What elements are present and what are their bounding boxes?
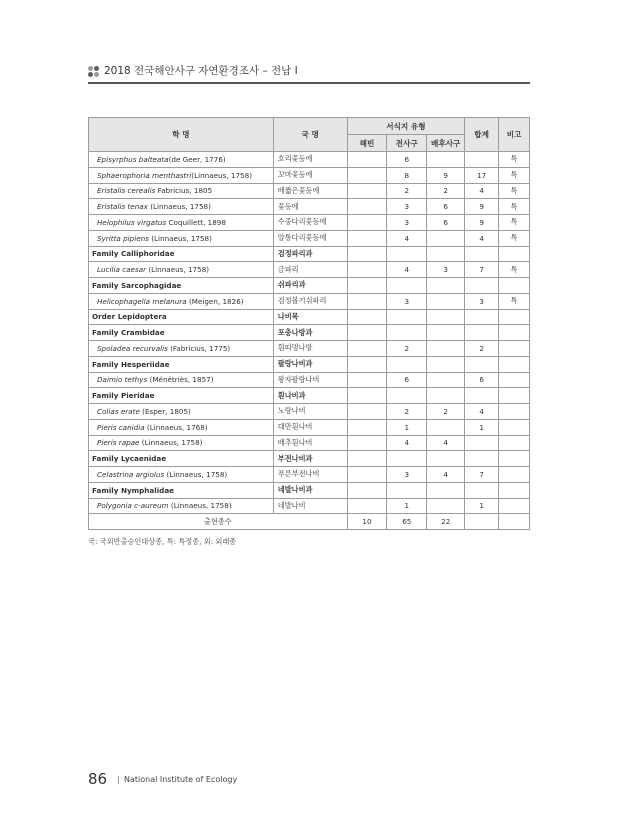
korean-name: 노랑나비 <box>273 404 347 420</box>
note <box>499 404 530 420</box>
note: 특 <box>499 199 530 215</box>
note <box>499 498 530 514</box>
empty-cell <box>427 278 465 294</box>
empty-cell <box>347 356 387 372</box>
taxon-group-korean-name: 포충나방과 <box>273 325 347 341</box>
beach-count <box>347 435 387 451</box>
backdune-count <box>427 293 465 309</box>
empty-cell <box>387 278 427 294</box>
bullet-dots-icon <box>88 66 100 78</box>
foredune-count: 3 <box>387 215 427 231</box>
scientific-name <box>89 183 274 199</box>
note: 특 <box>499 152 530 168</box>
header-note: 비고 <box>499 118 530 152</box>
taxon-group-row <box>89 482 530 498</box>
empty-cell <box>499 356 530 372</box>
korean-name: 왕자팔랑나비 <box>273 372 347 388</box>
foredune-count: 1 <box>387 498 427 514</box>
empty-cell <box>499 514 530 530</box>
species-author: (Linnaeus, 1758) <box>148 233 212 243</box>
species-row <box>89 419 530 435</box>
foredune-count: 4 <box>387 230 427 246</box>
note: 특 <box>499 230 530 246</box>
korean-name: 네발나비 <box>273 498 347 514</box>
beach-count <box>347 215 387 231</box>
species-author: (Meigen, 1826) <box>186 296 244 306</box>
species-author: Coquillett, 1898 <box>166 217 226 227</box>
foredune-count: 3 <box>387 293 427 309</box>
species-epithet: Episyrphus balteata <box>97 154 169 164</box>
korean-name: 금파리 <box>273 262 347 278</box>
taxon-group-row <box>89 278 530 294</box>
total-count <box>465 152 499 168</box>
scientific-name <box>89 467 274 483</box>
foredune-count: 2 <box>387 341 427 357</box>
scientific-name <box>89 215 274 231</box>
page-number: 86 <box>88 770 108 788</box>
beach-count <box>347 183 387 199</box>
korean-name: 검정볼기쉬파리 <box>273 293 347 309</box>
species-row <box>89 293 530 309</box>
species-epithet: Polygonia c-aureum <box>97 501 169 511</box>
total-row-label: 출현종수 <box>89 514 348 530</box>
taxon-group-row <box>89 325 530 341</box>
korean-name: 꽃등에 <box>273 199 347 215</box>
scientific-name <box>89 341 274 357</box>
taxon-group-row <box>89 451 530 467</box>
species-author: (Linnaeus, 1758) <box>191 170 253 180</box>
total-count: 3 <box>465 293 499 309</box>
header-beach: 해빈 <box>347 135 387 152</box>
backdune-count: 6 <box>427 215 465 231</box>
species-epithet: Celastrina argiolus <box>97 469 165 479</box>
header-habitat-type: 서식지 유형 <box>347 118 465 135</box>
species-row <box>89 183 530 199</box>
total-beach: 10 <box>347 514 387 530</box>
taxon-group-name: Family Lycaenidae <box>89 451 274 467</box>
empty-cell <box>347 451 387 467</box>
species-row <box>89 341 530 357</box>
species-author: Fabricius, 1805 <box>155 186 213 196</box>
empty-cell <box>465 325 499 341</box>
backdune-count: 6 <box>427 199 465 215</box>
beach-count <box>347 199 387 215</box>
taxon-group-korean-name: 검정파리과 <box>273 246 347 262</box>
total-row <box>89 514 530 530</box>
backdune-count <box>427 152 465 168</box>
taxon-group-korean-name: 팔랑나비과 <box>273 356 347 372</box>
backdune-count <box>427 230 465 246</box>
total-count <box>465 435 499 451</box>
total-count: 7 <box>465 262 499 278</box>
empty-cell <box>427 246 465 262</box>
beach-count <box>347 293 387 309</box>
taxon-group-korean-name: 네발나비과 <box>273 482 347 498</box>
species-author: (Ménétriès, 1857) <box>147 375 214 385</box>
korean-name: 배추흰나비 <box>273 435 347 451</box>
species-author: (Linnaeus, 1758) <box>168 501 232 511</box>
species-row <box>89 435 530 451</box>
note: 특 <box>499 167 530 183</box>
species-epithet: Syritta pipiens <box>97 233 149 243</box>
empty-cell <box>427 356 465 372</box>
note: 특 <box>499 183 530 199</box>
empty-cell <box>499 451 530 467</box>
species-author: (Linnaeus, 1758) <box>139 438 203 448</box>
header-total: 합계 <box>465 118 499 152</box>
backdune-count: 4 <box>427 435 465 451</box>
species-epithet: Helicophagella melanura <box>97 296 187 306</box>
taxon-group-korean-name: 쉬파리과 <box>273 278 347 294</box>
empty-cell <box>499 482 530 498</box>
note: 특 <box>499 293 530 309</box>
footer-separator: | <box>117 775 120 784</box>
scientific-name <box>89 372 274 388</box>
empty-cell <box>499 278 530 294</box>
taxon-group-name: Order Lepidoptera <box>89 309 274 325</box>
beach-count <box>347 372 387 388</box>
species-epithet: Lucilia caesar <box>97 265 147 275</box>
total-count: 4 <box>465 230 499 246</box>
foredune-count: 6 <box>387 152 427 168</box>
beach-count <box>347 404 387 420</box>
species-epithet: Eristalis tenax <box>97 202 148 212</box>
note: 특 <box>499 215 530 231</box>
korean-name: 배짧은꽃등에 <box>273 183 347 199</box>
scientific-name <box>89 419 274 435</box>
beach-count <box>347 167 387 183</box>
species-row <box>89 372 530 388</box>
foredune-count: 3 <box>387 467 427 483</box>
empty-cell <box>465 514 499 530</box>
scientific-name <box>89 262 274 278</box>
empty-cell <box>347 482 387 498</box>
taxon-group-name: Family Crambidae <box>89 325 274 341</box>
backdune-count <box>427 419 465 435</box>
species-row <box>89 498 530 514</box>
empty-cell <box>387 482 427 498</box>
scientific-name <box>89 404 274 420</box>
taxon-group-row <box>89 356 530 372</box>
footer-institute: National Institute of Ecology <box>124 775 238 784</box>
empty-cell <box>465 246 499 262</box>
foredune-count: 4 <box>387 435 427 451</box>
empty-cell <box>387 451 427 467</box>
korean-name: 호리꽃등에 <box>273 152 347 168</box>
taxon-group-name: Family Pieridae <box>89 388 274 404</box>
empty-cell <box>465 388 499 404</box>
note <box>499 435 530 451</box>
backdune-count: 9 <box>427 167 465 183</box>
species-row <box>89 230 530 246</box>
beach-count <box>347 498 387 514</box>
taxon-group-name: Family Hesperiidae <box>89 356 274 372</box>
scientific-name <box>89 199 274 215</box>
taxon-group-korean-name: 나비목 <box>273 309 347 325</box>
total-count: 17 <box>465 167 499 183</box>
total-count: 9 <box>465 199 499 215</box>
empty-cell <box>347 278 387 294</box>
total-count: 1 <box>465 419 499 435</box>
species-epithet: Colias erate <box>97 406 140 416</box>
foredune-count: 6 <box>387 372 427 388</box>
empty-cell <box>499 388 530 404</box>
taxon-group-name: Family Nymphalidae <box>89 482 274 498</box>
total-count: 1 <box>465 498 499 514</box>
species-author: (Linnaeus, 1758) <box>146 265 210 275</box>
korean-name: 대만흰나비 <box>273 419 347 435</box>
korean-name: 꼬마꽃등에 <box>273 167 347 183</box>
foredune-count: 2 <box>387 183 427 199</box>
beach-count <box>347 419 387 435</box>
empty-cell <box>387 356 427 372</box>
taxon-group-korean-name: 흰나비과 <box>273 388 347 404</box>
empty-cell <box>387 388 427 404</box>
species-row <box>89 167 530 183</box>
species-row <box>89 262 530 278</box>
taxon-group-name: Family Calliphoridae <box>89 246 274 262</box>
species-author: (Linnaeus, 1768) <box>144 422 208 432</box>
foredune-count: 8 <box>387 167 427 183</box>
scientific-name <box>89 230 274 246</box>
taxon-group-row <box>89 246 530 262</box>
empty-cell <box>387 309 427 325</box>
note: 특 <box>499 262 530 278</box>
species-author: (de Geer, 1776) <box>168 154 226 164</box>
species-table <box>88 117 530 530</box>
total-count: 2 <box>465 341 499 357</box>
header-foredune: 전사구 <box>387 135 427 152</box>
empty-cell <box>499 246 530 262</box>
species-row <box>89 467 530 483</box>
backdune-count <box>427 498 465 514</box>
empty-cell <box>427 482 465 498</box>
species-author: (Esper, 1805) <box>139 406 191 416</box>
korean-name: 푸른부전나비 <box>273 467 347 483</box>
species-author: (Linnaeus, 1758) <box>147 202 211 212</box>
beach-count <box>347 230 387 246</box>
header-scientific-name: 학 명 <box>89 118 274 152</box>
empty-cell <box>465 309 499 325</box>
total-foredune: 65 <box>387 514 427 530</box>
empty-cell <box>347 388 387 404</box>
backdune-count: 4 <box>427 467 465 483</box>
note <box>499 372 530 388</box>
empty-cell <box>427 388 465 404</box>
scientific-name <box>89 435 274 451</box>
taxon-group-name: Family Sarcophagidae <box>89 278 274 294</box>
korean-name: 흰띠명나방 <box>273 341 347 357</box>
backdune-count <box>427 372 465 388</box>
empty-cell <box>499 309 530 325</box>
empty-cell <box>347 246 387 262</box>
scientific-name <box>89 498 274 514</box>
species-row <box>89 404 530 420</box>
header-backdune: 배후사구 <box>427 135 465 152</box>
empty-cell <box>427 451 465 467</box>
species-epithet: Pieris canidia <box>97 422 145 432</box>
korean-name: 알통다리꽃등에 <box>273 230 347 246</box>
empty-cell <box>427 325 465 341</box>
beach-count <box>347 152 387 168</box>
species-epithet: Sphaerophoria menthastri <box>97 170 192 180</box>
korean-name: 수중다리꽃등에 <box>273 215 347 231</box>
empty-cell <box>387 246 427 262</box>
header-rule <box>88 82 530 84</box>
backdune-count <box>427 341 465 357</box>
beach-count <box>347 262 387 278</box>
backdune-count: 2 <box>427 404 465 420</box>
species-row <box>89 152 530 168</box>
scientific-name <box>89 152 274 168</box>
table-body <box>89 152 530 530</box>
total-count: 7 <box>465 467 499 483</box>
table-footnote: 국: 국외반출승인대상종, 특: 특정종, 외: 외래종 <box>88 537 237 546</box>
foredune-count: 4 <box>387 262 427 278</box>
species-epithet: Pieris rapae <box>97 438 140 448</box>
total-count: 4 <box>465 404 499 420</box>
empty-cell <box>387 325 427 341</box>
header-title: 2018 전국해안사구 자연환경조사 – 전남 I <box>104 65 298 77</box>
empty-cell <box>347 325 387 341</box>
empty-cell <box>427 309 465 325</box>
backdune-count: 2 <box>427 183 465 199</box>
total-count: 9 <box>465 215 499 231</box>
total-backdune: 22 <box>427 514 465 530</box>
foredune-count: 2 <box>387 404 427 420</box>
page-footer <box>88 770 388 790</box>
species-epithet: Helophilus virgatus <box>97 217 167 227</box>
species-author: (Linnaeus, 1758) <box>164 469 228 479</box>
species-epithet: Daimio tethys <box>97 375 148 385</box>
foredune-count: 1 <box>387 419 427 435</box>
empty-cell <box>465 356 499 372</box>
species-epithet: Eristalis cerealis <box>97 186 156 196</box>
species-row <box>89 215 530 231</box>
running-header <box>88 62 530 86</box>
empty-cell <box>465 482 499 498</box>
taxon-group-row <box>89 309 530 325</box>
note <box>499 341 530 357</box>
species-author: (Fabricius, 1775) <box>167 343 231 353</box>
taxon-group-korean-name: 부전나비과 <box>273 451 347 467</box>
beach-count <box>347 467 387 483</box>
empty-cell <box>499 325 530 341</box>
note <box>499 467 530 483</box>
header-korean-name: 국 명 <box>273 118 347 152</box>
beach-count <box>347 341 387 357</box>
taxon-group-row <box>89 388 530 404</box>
scientific-name <box>89 293 274 309</box>
scientific-name <box>89 167 274 183</box>
empty-cell <box>347 309 387 325</box>
foredune-count: 3 <box>387 199 427 215</box>
total-count: 4 <box>465 183 499 199</box>
backdune-count: 3 <box>427 262 465 278</box>
note <box>499 419 530 435</box>
empty-cell <box>465 278 499 294</box>
species-epithet: Spoladea recurvalis <box>97 343 168 353</box>
species-row <box>89 199 530 215</box>
empty-cell <box>465 451 499 467</box>
total-count: 6 <box>465 372 499 388</box>
